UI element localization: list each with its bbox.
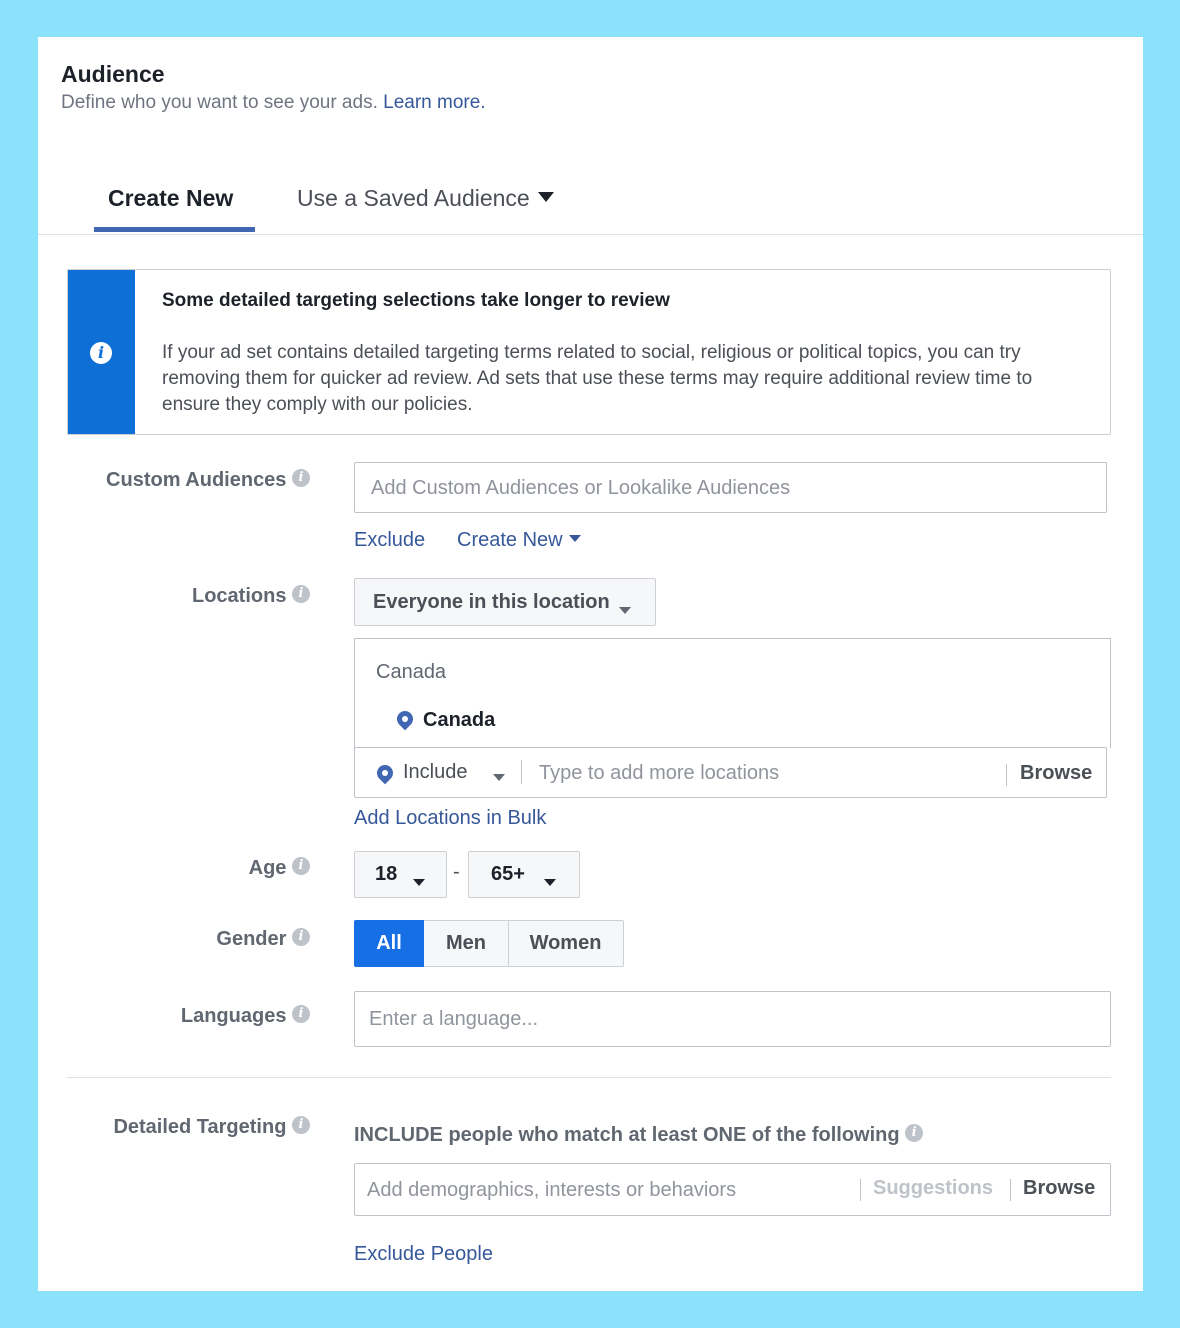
detailed-targeting-input[interactable]: Add demographics, interests or behaviors [367,1179,737,1201]
gender-label [38,928,310,951]
location-item[interactable]: Canada [423,709,496,731]
languages-placeholder: Enter a language... [369,1008,539,1030]
help-icon[interactable]: i [292,585,310,603]
age-min-value: 18 [375,863,398,885]
separator [860,1179,861,1201]
section-subtitle [61,92,486,114]
languages-label [38,1005,310,1028]
subtitle-text: Define who you want to see your ads. [61,92,378,113]
chevron-down-icon [619,607,631,614]
help-icon[interactable]: i [905,1124,923,1142]
age-max-dropdown[interactable] [468,851,580,898]
gender-all-button[interactable]: All [354,920,424,967]
gender-label-text: Gender [216,928,287,950]
help-icon[interactable]: i [292,857,310,875]
add-locations-bulk-link[interactable]: Add Locations in Bulk [354,807,547,829]
create-new-audience-label: Create New [457,529,563,551]
separator [1010,1179,1011,1201]
gender-women-button[interactable]: Women [529,932,602,954]
detailed-targeting-heading-text: INCLUDE people who match at least ONE of the following [354,1124,900,1146]
active-tab-indicator [94,227,255,232]
detailed-targeting-label-text: Detailed Targeting [113,1116,287,1138]
tabs-divider [38,234,1143,235]
detailed-targeting-label [38,1116,310,1139]
chevron-down-icon [413,879,425,886]
detailed-targeting-search [354,1163,1111,1216]
location-search-input[interactable]: Type to add more locations [539,762,780,784]
custom-audiences-label-text: Custom Audiences [106,469,287,491]
notice-title: Some detailed targeting selections take longer to review [162,290,670,311]
tab-saved-audience[interactable] [297,185,554,212]
exclude-audience-link[interactable]: Exclude [354,529,426,551]
languages-input[interactable] [354,991,1111,1047]
help-icon[interactable]: i [292,1116,310,1134]
gender-toggle-group [354,920,624,967]
chevron-down-icon [538,192,554,202]
learn-more-link[interactable]: Learn more. [383,92,486,113]
include-dropdown[interactable] [375,748,515,797]
location-mode-dropdown[interactable] [354,578,656,626]
locations-label-text: Locations [191,585,287,607]
tab-saved-label: Use a Saved Audience [297,185,530,211]
locations-label [38,585,310,608]
notice-accent-bar [68,270,135,434]
chevron-down-icon [493,774,505,781]
notice-body: If your ad set contains detailed targeting terms related to social, religious or political topics, you can try removing them for quicker ad review. Ad sets that use these terms may require additional review time to ensure they comply with our policies. [162,342,1033,415]
separator [521,760,522,784]
age-max-value: 65+ [491,863,525,885]
location-search-bar [354,747,1107,798]
audience-panel [38,37,1143,1291]
age-label [38,857,310,880]
chevron-down-icon [544,879,556,886]
location-pin-icon [394,708,417,731]
age-min-dropdown[interactable] [354,851,447,898]
help-icon[interactable]: i [292,1005,310,1023]
exclude-people-link[interactable]: Exclude People [354,1243,493,1265]
tab-create-new[interactable]: Create New [108,185,234,211]
chevron-down-icon [569,535,581,542]
custom-audiences-placeholder: Add Custom Audiences or Lookalike Audiences [371,477,791,499]
browse-targeting-button[interactable]: Browse [1023,1177,1096,1199]
languages-label-text: Languages [180,1005,287,1027]
age-range-dash: - [453,861,460,883]
help-icon[interactable]: i [292,469,310,487]
location-group-name: Canada [376,661,447,683]
info-icon: i [90,342,112,364]
suggestions-button[interactable]: Suggestions [873,1177,994,1199]
gender-men-button[interactable]: Men [424,921,509,966]
separator [1006,764,1007,786]
help-icon[interactable]: i [292,928,310,946]
location-mode-label: Everyone in this location [373,591,610,613]
section-title: Audience [61,61,165,87]
section-divider [67,1077,1111,1078]
include-label: Include [403,761,468,783]
age-label-text: Age [248,857,287,879]
custom-audiences-input[interactable] [354,462,1107,513]
detailed-targeting-heading [354,1124,923,1147]
selected-locations-box [354,638,1111,748]
custom-audiences-label [38,469,310,492]
review-notice [67,269,1111,435]
create-new-audience-dropdown[interactable] [457,529,581,552]
browse-locations-button[interactable]: Browse [1020,762,1093,784]
